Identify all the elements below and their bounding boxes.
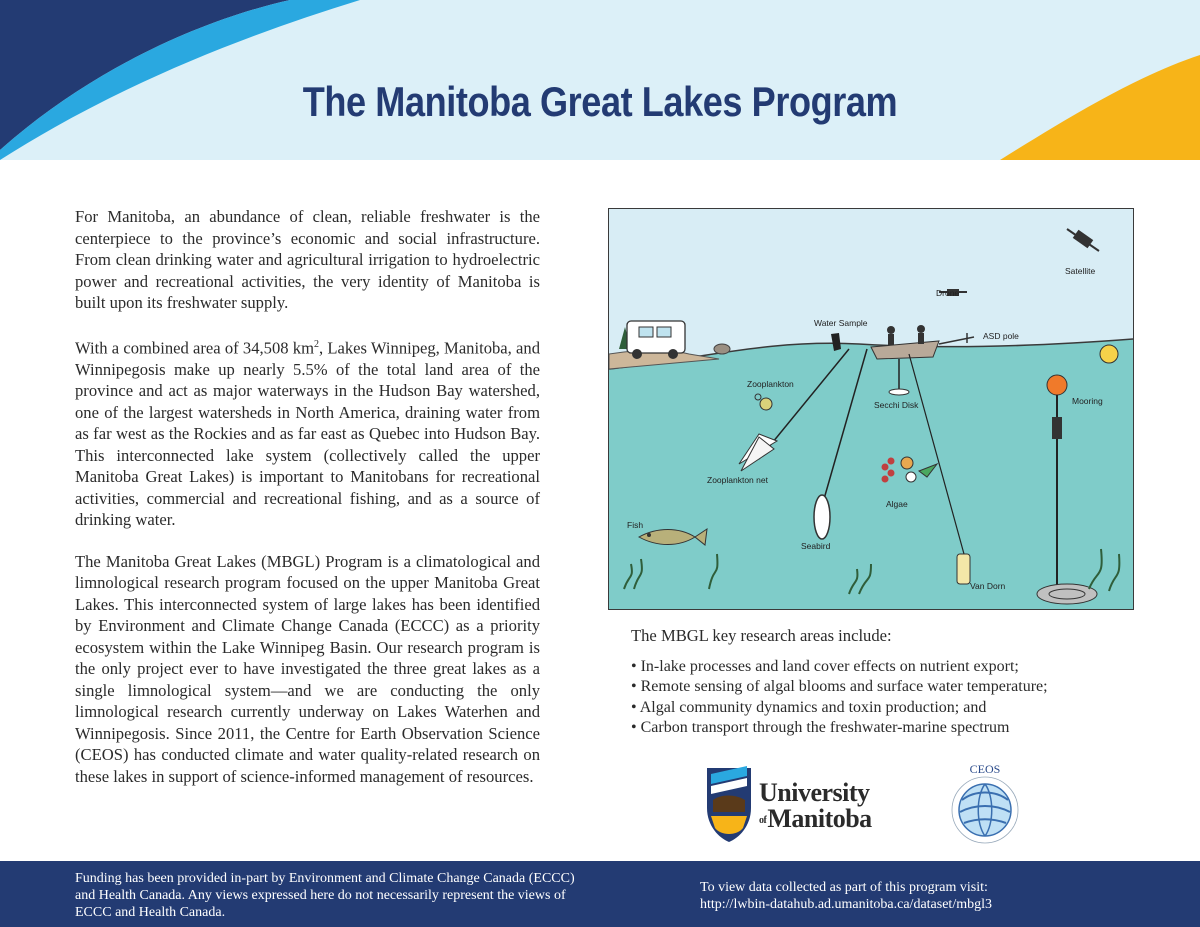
- um-shield-icon: [703, 764, 755, 844]
- um-wordmark-line1: University: [759, 778, 870, 807]
- data-url-link[interactable]: http://lwbin-datahub.ad.umanitoba.ca/dataset/mbgl3: [700, 897, 992, 912]
- um-wordmark-line2: ofManitoba: [759, 804, 872, 833]
- list-item: • Remote sensing of algal blooms and surface water temperature;: [631, 678, 1048, 695]
- label-algae: Algae: [886, 499, 908, 509]
- paragraph-2: With a combined area of 34,508 $km^2$, Lakes Winnipeg, Manitoba, and Winnipegosis make up nearly 5.5% of the total land area of the province and act as major waterways in the Hudson Bay watershed, one of the largest watersheds in North America, draining water from as far west as the Rockies and as far east as Quebec into Hudson Bay. This interconnected lake system (collectively called the upper Manitoba Great Lakes) is important to Manitobans for recreational activities, commercial and recreational fishing, and as a source of drinking water.: [75, 338, 540, 530]
- data-access-text: To view data collected as part of this program visit:: [700, 880, 988, 895]
- label-drone: Drone: [936, 288, 960, 298]
- label-fish: Fish: [627, 520, 644, 530]
- label-zooplankton-net: Zooplankton net: [707, 475, 768, 485]
- ceos-logo: [940, 760, 1030, 850]
- label-seabird: Seabird: [801, 541, 831, 551]
- research-list: [631, 657, 1151, 739]
- university-of-manitoba-logo: [703, 764, 883, 844]
- research-areas: [631, 626, 1151, 739]
- diagram-illustration: [609, 209, 1133, 609]
- header-banner: [0, 0, 1200, 160]
- page-title: The Manitoba Great Lakes Program: [302, 78, 898, 125]
- list-item: • In-lake processes and land cover effects on nutrient export;: [631, 657, 1019, 675]
- label-secchi-disk: Secchi Disk: [874, 400, 919, 410]
- funding-note: Funding has been provided in-part by Environment and Climate Change Canada (ECCC) and Health Canada. Any views expressed here do not necessarily represent the views of ECCC and Health Canada.: [75, 871, 575, 920]
- paragraph-3: The Manitoba Great Lakes (MBGL) Program is a climatological and limnological research program focused on the upper Manitoba Great Lakes. This interconnected system of large lakes has been identified by Environment and Climate Change Canada (ECCC) as a priority ecosystem within the Lake Winnipeg Basin. Our research program is the only project ever to have investigated the three great lakes as a single limnological system—and we are conducting the only limnological research currently underway on Lakes Waterhen and Winnipegosis. Since 2011, the Centre for Earth Observation Science (CEOS) has conducted climate and water quality-related research on these lakes in support of science-informed management of resources.: [75, 551, 540, 786]
- data-access-note: [700, 879, 1180, 913]
- label-water-sample: Water Sample: [814, 318, 868, 328]
- list-item: • Carbon transport through the freshwater-marine spectrum: [631, 719, 1010, 736]
- label-asd-pole: ASD pole: [983, 331, 1019, 341]
- list-item: • Algal community dynamics and toxin production; and: [631, 698, 987, 716]
- label-zooplankton: Zooplankton: [747, 379, 794, 389]
- intro-text: [75, 206, 540, 807]
- label-satellite: Satellite: [1065, 266, 1096, 276]
- label-van-dorn: Van Dorn: [970, 581, 1006, 591]
- ceos-title: CEOS: [969, 762, 1001, 776]
- label-mooring: Mooring: [1072, 396, 1103, 406]
- research-heading: The MBGL key research areas include:: [631, 626, 892, 645]
- footer-bar: [0, 861, 1200, 927]
- paragraph-1: For Manitoba, an abundance of clean, reliable freshwater is the centerpiece to the province’s economic and social infrastructure. From clean drinking water and agricultural irrigation to hydroelectric power and recreational activities, the very identity of Manitoba is built upon its freshwater supply.: [75, 207, 540, 312]
- lake-research-diagram: [608, 208, 1134, 610]
